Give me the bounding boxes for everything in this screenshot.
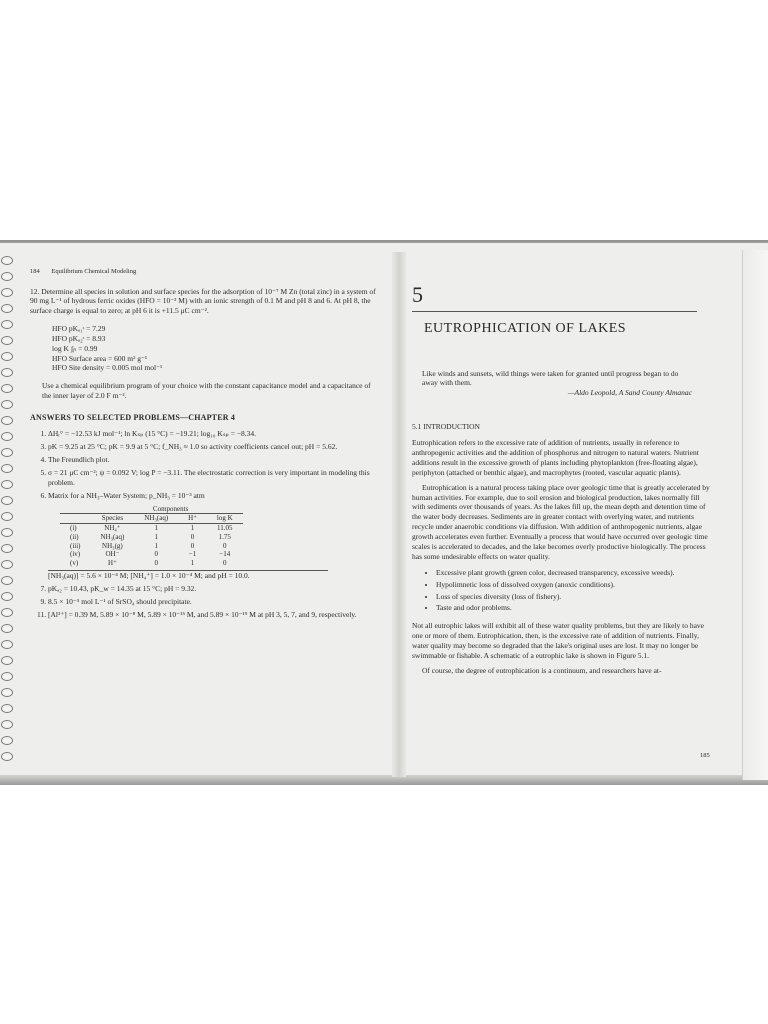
list-item: • Hypolimnetic loss of dissolved oxygen (anoxic conditions).: [436, 580, 712, 590]
page-gutter: [392, 252, 406, 777]
answers-list: [30, 429, 380, 619]
table-cell: 1: [190, 559, 195, 568]
answer-item: 4. The Freundlich plot.: [48, 455, 380, 465]
param-line: log K ʃ᷊ₙ = 0.99: [52, 343, 98, 353]
table-row: [60, 533, 243, 542]
answer-item: 5. σ = 21 μC cm⁻²; ψ = 0.092 V; log P = −3.11. The electrostatic correction is very important in modeling this problem.: [48, 468, 380, 488]
answer-item: 3. pK = 9.25 at 25 °C; pK = 9.9 at 5 °C; f_NH₃ ≈ 1.0 so activity coefficients cancel out; pH = 5.62.: [48, 442, 380, 452]
table-cell: (ii): [70, 532, 79, 541]
ring-icon: [1, 576, 13, 585]
answer-item: 1. ΔHᵣ° = −12.53 kJ mol⁻¹; ln Kₛₚ (15 °C) = −19.21; log₁₀ Kₛₚ = −8.34.: [48, 429, 380, 439]
ring-icon: [1, 256, 13, 265]
left-page: [30, 268, 380, 622]
ring-icon: [1, 688, 13, 697]
answer-item: 7. pKₐ₂ = 10.43, pK_w = 14.35 at 15 °C; pH = 9.32.: [48, 584, 380, 594]
binding-shadow-bottom: [0, 775, 768, 785]
answer-item: 11. [Al³⁺] = 0.39 M, 5.89 × 10⁻⁸ M, 5.89 × 10⁻¹⁵ M, and 5.89 × 10⁻¹⁹ M at pH 3, 5, 7, and 9, respectively.: [48, 610, 380, 620]
paragraph: Eutrophication refers to the excessive rate of addition of nutrients, usually in reference to anthropogenic activities and the addition of phosphorus and nitrogen to natural waters. Nutrient additions result in the excessive growth of plants including phytoplankton (free-floating algae), periphyton (attached or benthic algae), and macrophytes (rooted, vascular aquatic plants).: [412, 438, 699, 477]
ring-icon: [1, 480, 13, 489]
param-line: HFO Site density = 0.005 mol mol⁻¹: [52, 363, 163, 373]
right-page: [412, 280, 712, 681]
left-running-header: [30, 268, 380, 277]
ring-icon: [1, 384, 13, 393]
right-page-number: 185: [700, 752, 710, 759]
table-cell: OH⁻: [105, 550, 120, 559]
answers-heading: ANSWERS TO SELECTED PROBLEMS—CHAPTER 4: [30, 412, 236, 422]
param-line: HFO pKₐ₂ˢ = 8.93: [52, 334, 106, 343]
ring-icon: [1, 656, 13, 665]
ring-icon: [1, 336, 13, 345]
running-head: Equilibrium Chemical Modeling: [51, 268, 137, 275]
ring-icon: [1, 528, 13, 537]
ring-icon: [1, 464, 13, 473]
chapter-number: 5: [412, 282, 423, 307]
ring-icon: [1, 512, 13, 521]
table-row: [60, 505, 243, 514]
matrix-table: [60, 505, 243, 568]
ring-icon: [1, 592, 13, 601]
column-header: [60, 514, 91, 524]
page-edge: [742, 250, 768, 780]
param-line: HFO pKₐ₁ˢ = 7.29: [52, 324, 106, 334]
problem-12: 12. Determine all species in solution and surface species for the adsorption of 10⁻⁷ M Zn (total zinc) in a system of 90 mg L⁻¹ of hydrous ferric oxides (HFO = 10⁻³ M) with an ionic strength of 0.1 M and pH 8 and 6. At pH 8, the surface charge is equal to zero; at pH 6 it is +11.5 μC cm⁻².: [30, 286, 376, 316]
ring-icon: [1, 448, 13, 457]
ring-icon: [1, 752, 13, 761]
ring-icon: [1, 416, 13, 425]
ring-icon: [1, 736, 13, 745]
hfo-parameters: [52, 324, 380, 373]
epigraph-attribution: —Aldo Leopold, A Sand County Almanac: [567, 388, 692, 398]
answer-6-text: Matrix for a NH₃–Water System; p_NH₃ = 10⁻³ atm: [48, 490, 205, 500]
ring-icon: [1, 704, 13, 713]
table-cell: −14: [219, 550, 231, 559]
ring-icon: [1, 544, 13, 553]
ring-icon: [1, 640, 13, 649]
table-cell: (v): [70, 559, 79, 568]
table-cell: 1: [154, 532, 158, 541]
ring-icon: [1, 624, 13, 633]
answer-item: 9. 8.5 × 10⁻⁵ mol L⁻¹ of SrSO₄ should precipitate.: [48, 597, 380, 607]
table-cell: 11.05: [217, 524, 233, 533]
table-row: [60, 559, 243, 568]
table-cell: 1: [154, 524, 158, 533]
ring-icon: [1, 352, 13, 361]
chapter-rule: [412, 311, 697, 312]
table-cell: NH₃(aq): [100, 532, 125, 541]
list-item: • Taste and odor problems.: [436, 603, 712, 613]
table-cell: 0: [223, 541, 227, 550]
table-cell: (i): [70, 524, 77, 533]
list-item: • Excessive plant growth (green color, decreased transparency, excessive weeds).: [436, 568, 712, 578]
paragraph: Of course, the degree of eutrophication is a continuum, and researchers have at-: [422, 665, 662, 675]
ring-icon: [1, 496, 13, 505]
answer-item: [48, 491, 380, 581]
components-label: Components: [134, 505, 207, 514]
table-cell: H⁺: [108, 559, 117, 568]
table-cell: 0: [190, 541, 195, 550]
column-header: Species: [91, 514, 135, 524]
table-cell: 0: [154, 559, 158, 568]
ring-icon: [1, 720, 13, 729]
left-page-number: 184: [30, 268, 40, 275]
paragraph: Not all eutrophic lakes will exhibit all of these water quality problems, but they are likely to have one or more of them. Eutrophication, then, is the excessive rate of addition of nutrients. Finally, water quality may become so degraded that the lake's original uses are lost. It may no longer be swimmable or fishable. A schematic of a eutrophic lake is shown in Figure 5.1.: [412, 621, 705, 660]
table-cell: 0: [190, 532, 195, 541]
table-cell: 1.75: [218, 532, 231, 541]
ring-icon: [1, 400, 13, 409]
column-header: log K: [207, 514, 243, 524]
table-cell: −1: [188, 550, 197, 559]
table-header-row: [60, 514, 243, 524]
epigraph: [422, 369, 692, 399]
table-cell: 1: [190, 524, 195, 533]
ring-icon: [1, 608, 13, 617]
list-item: • Loss of species diversity (loss of fishery).: [436, 592, 712, 602]
param-line: HFO Surface area = 600 m² g⁻¹: [52, 353, 148, 363]
epigraph-text: Like winds and sunsets, wild things were taken for granted until progress began to do away with them.: [422, 368, 679, 388]
table-cell: NH₄⁺: [104, 524, 121, 533]
ring-icon: [1, 288, 13, 297]
ring-icon: [1, 432, 13, 441]
table-row: [60, 550, 243, 559]
ring-icon: [1, 672, 13, 681]
column-header: NH₃(aq): [134, 514, 178, 524]
table-row: [60, 524, 243, 533]
table-cell: (iv): [70, 550, 81, 559]
spiral-binding: [0, 252, 14, 772]
table-cell: NH₃(g): [102, 541, 123, 550]
effects-list: [422, 568, 712, 614]
ring-icon: [1, 320, 13, 329]
matrix-footer: [NH₃(aq)] = 5.6 × 10⁻⁴ M; [NH₄⁺] = 1.0 × 10⁻⁴ M; and pH = 10.0.: [48, 570, 328, 581]
table-row: [60, 542, 243, 551]
table-cell: 1: [154, 541, 158, 550]
paragraph: Eutrophication is a natural process taking place over geologic time that is greatly accelerated by human activities. For example, due to soil erosion and biological production, lakes normally fill with sediments over thousands of years. As the lakes fill up, the mean depth and detention time of the water body decreases. Sediments are in greater contact with overlying water, and nutrients recycle under anaerobic conditions via diffusion. With addition of anthropogenic nutrients, algae growth accelerates even further. Eventually a process that would have occurred over geologic time scales is accelerated to decades, and the lake becomes overly productive biologically. The process has some undesirable effects on water quality.: [412, 482, 710, 561]
ring-icon: [1, 304, 13, 313]
column-header: H⁺: [178, 514, 207, 524]
table-cell: (iii): [70, 541, 81, 550]
ring-icon: [1, 560, 13, 569]
table-cell: 0: [223, 559, 227, 568]
chapter-title: EUTROPHICATION OF LAKES: [424, 321, 627, 337]
problem-12-note: Use a chemical equilibrium program of your choice with the constant capacitance model and a capacitance of the inner layer of 2.0 F m⁻².: [42, 381, 371, 400]
ring-icon: [1, 368, 13, 377]
table-cell: 0: [154, 550, 158, 559]
section-heading: 5.1 INTRODUCTION: [412, 422, 480, 432]
ring-icon: [1, 272, 13, 281]
